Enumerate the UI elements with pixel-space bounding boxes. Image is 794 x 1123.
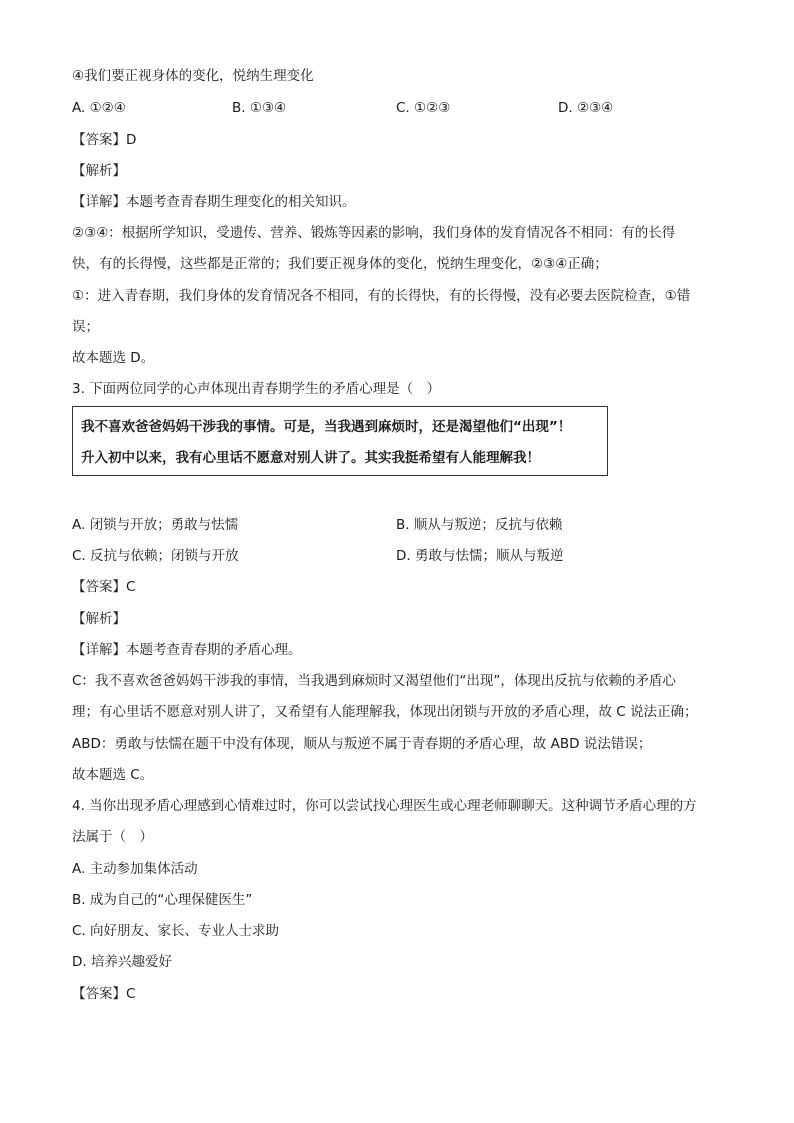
q2-para1-line2: 快，有的长得慢，这些都是正常的；我们要正视身体的变化，悦纳生理变化，②③④正确； (72, 256, 608, 272)
q4-stem-line2: 法属于（ ） (72, 829, 153, 845)
q2-analysis: 【解析】 (72, 163, 126, 179)
q2-option-d: D. ②③④ (558, 100, 614, 116)
q2-item4: ④我们要正视身体的变化，悦纳生理变化 (72, 68, 314, 84)
q2-option-b: B. ①③④ (232, 100, 287, 116)
q2-para1-line1: ②③④：根据所学知识，受遗传、营养、锻炼等因素的影响，我们身体的发育情况各不相同：有的长得 (72, 225, 676, 241)
q3-para1-line2: 理；有心里话不愿意对别人讲了，又希望有人能理解我，体现出闭锁与开放的矛盾心理，故 C 说法正确； (72, 704, 698, 720)
q2-detail: 【详解】本题考查青春期生理变化的相关知识。 (72, 194, 356, 210)
q4-stem-line1: 4. 当你出现矛盾心理感到心情难过时，你可以尝试找心理医生或心理老师聊聊天。这种调节矛盾心理的方 (72, 798, 697, 814)
q2-para2-line2: 误； (72, 319, 99, 335)
q3-quote-box (72, 406, 608, 476)
q4-option-d: D. 培养兴趣爱好 (72, 954, 172, 970)
q4-option-a: A. 主动参加集体活动 (72, 861, 198, 877)
q3-quote-line2: 升入初中以来，我有心里话不愿意对别人讲了。其实我挺希望有人能理解我！ (81, 450, 540, 466)
q4-option-c: C. 向好朋友、家长、专业人士求助 (72, 923, 280, 939)
q3-para1-line1: C：我不喜欢爸爸妈妈干涉我的事情，当我遇到麻烦时又渴望他们“出现”，体现出反抗与依赖的矛盾心 (72, 673, 676, 689)
q3-option-d: D. 勇敢与怯懦；顺从与叛逆 (396, 548, 564, 564)
q3-stem: 3. 下面两位同学的心声体现出青春期学生的矛盾心理是（ ） (72, 381, 441, 397)
q3-answer: 【答案】C (72, 579, 136, 595)
q3-analysis: 【解析】 (72, 611, 126, 627)
q3-option-a: A. 闭锁与开放；勇敢与怯懦 (72, 517, 239, 533)
q3-detail: 【详解】本题考查青春期的矛盾心理。 (72, 642, 302, 658)
q4-option-b: B. 成为自己的“心理保健医生” (72, 892, 253, 908)
q3-option-c: C. 反抗与依赖；闭锁与开放 (72, 548, 239, 564)
q3-para2: ABD：勇敢与怯懦在题干中没有体现，顺从与叛逆不属于青春期的矛盾心理，故 ABD 说法错误； (72, 736, 652, 752)
q3-quote-line1: 我不喜欢爸爸妈妈干涉我的事情。可是，当我遇到麻烦时，还是渴望他们“出现”！ (81, 419, 572, 435)
q2-conclusion: 故本题选 D。 (72, 350, 155, 366)
q3-option-b: B. 顺从与叛逆；反抗与依赖 (396, 517, 563, 533)
q2-option-a: A. ①②④ (72, 100, 126, 116)
q2-para2-line1: ①：进入青春期，我们身体的发育情况各不相同，有的长得快，有的长得慢，没有必要去医院检查，①错 (72, 288, 691, 304)
q4-answer: 【答案】C (72, 986, 136, 1002)
q3-conclusion: 故本题选 C。 (72, 767, 154, 783)
q2-option-c: C. ①②③ (396, 100, 451, 116)
q2-answer: 【答案】D (72, 132, 137, 148)
